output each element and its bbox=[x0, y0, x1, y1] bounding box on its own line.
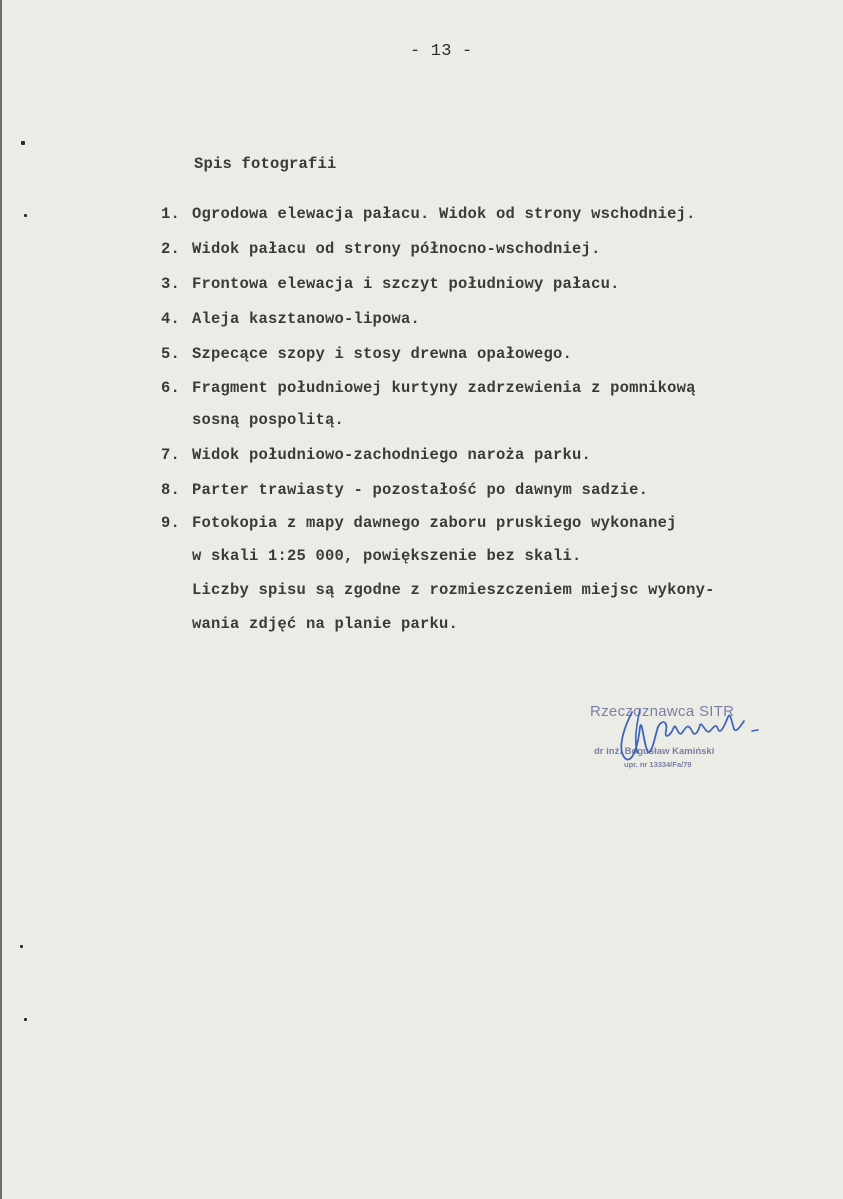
margin-mark bbox=[21, 141, 25, 145]
item-text: sosną pospolitą. bbox=[192, 411, 345, 429]
page-title: Spis fotografii bbox=[194, 155, 337, 173]
item-number: 3. bbox=[161, 275, 181, 293]
item-number: 9. bbox=[161, 514, 181, 532]
stamp-license: upr. nr 13334/Fa/79 bbox=[624, 760, 692, 769]
item-text: Fotokopia z mapy dawnego zaboru pruskiego wykonanej bbox=[192, 514, 677, 532]
item-number: 5. bbox=[161, 345, 181, 363]
signature-icon bbox=[612, 697, 762, 767]
margin-mark bbox=[24, 1018, 27, 1021]
item-number: 6. bbox=[161, 379, 181, 397]
item-text: Ogrodowa elewacja pałacu. Widok od strony wschodniej. bbox=[192, 205, 696, 223]
item-number: 4. bbox=[161, 310, 181, 328]
stamp-name: dr inż. Bogusław Kamiński bbox=[594, 746, 715, 757]
item-text: w skali 1:25 000, powiększenie bez skali. bbox=[192, 547, 582, 565]
item-text: Szpecące szopy i stosy drewna opałowego. bbox=[192, 345, 573, 363]
item-text: Parter trawiasty - pozostałość po dawnym sadzie. bbox=[192, 481, 649, 499]
stamp-title: Rzeczoznawca SITR bbox=[590, 703, 735, 720]
item-number: 1. bbox=[161, 205, 181, 223]
item-text: Frontowa elewacja i szczyt południowy pałacu. bbox=[192, 275, 620, 293]
item-text: Widok pałacu od strony północno-wschodniej. bbox=[192, 240, 601, 258]
page-number: - 13 - bbox=[410, 42, 473, 61]
item-text: Aleja kasztanowo-lipowa. bbox=[192, 310, 421, 328]
item-number: 2. bbox=[161, 240, 181, 258]
item-text: Widok południowo-zachodniego naroża parku. bbox=[192, 446, 592, 464]
margin-mark bbox=[20, 945, 23, 948]
item-number: 7. bbox=[161, 446, 181, 464]
margin-mark bbox=[24, 214, 27, 217]
note-line: wania zdjęć na planie parku. bbox=[192, 615, 459, 633]
item-text: Fragment południowej kurtyny zadrzewienia z pomnikową bbox=[192, 379, 696, 397]
note-line: Liczby spisu są zgodne z rozmieszczeniem miejsc wykony- bbox=[192, 581, 715, 599]
item-number: 8. bbox=[161, 481, 181, 499]
